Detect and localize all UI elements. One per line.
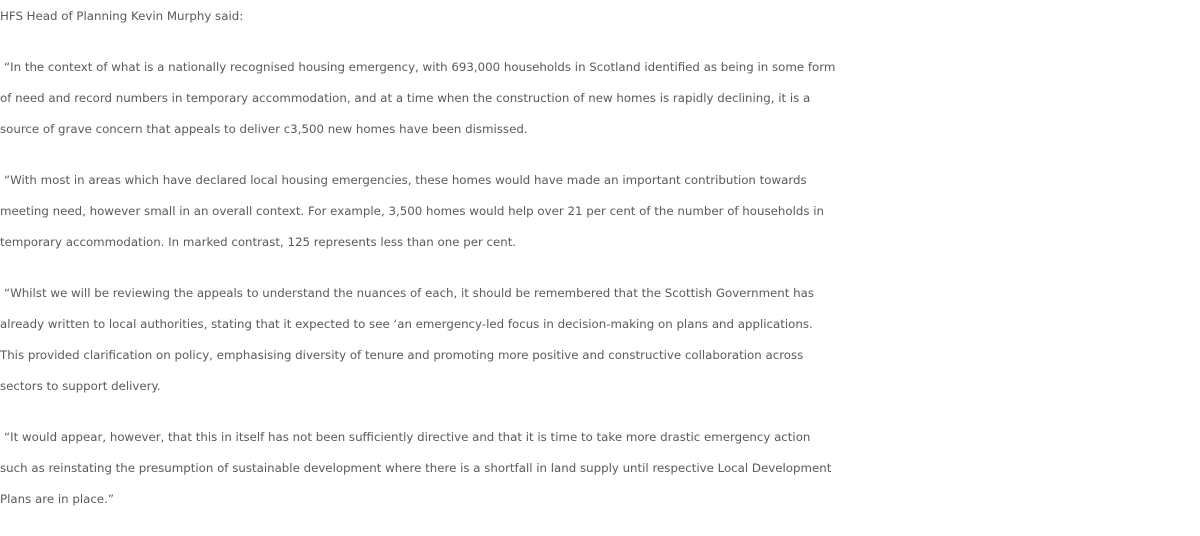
- quote-paragraph-2: [0, 165, 1200, 258]
- paragraph-line: temporary accommodation. In marked contrast, 125 represents less than one per cent.: [0, 235, 517, 249]
- paragraph-line: Plans are in place.”: [0, 492, 114, 506]
- paragraph-line: sectors to support delivery.: [0, 379, 161, 393]
- paragraph-line: source of grave concern that appeals to deliver c3,500 new homes have been dismissed.: [0, 122, 528, 136]
- paragraph-line: This provided clarification on policy, emphasising diversity of tenure and promoting more positive and constructive collaboration across: [0, 348, 804, 362]
- paragraph-line: such as reinstating the presumption of sustainable development where there is a shortfall in land supply until respective Local Development: [0, 461, 832, 475]
- quote-paragraph-3: [0, 278, 1200, 402]
- quote-paragraph-1: [0, 52, 1200, 145]
- paragraph-line: meeting need, however small in an overall context. For example, 3,500 homes would help over 21 per cent of the number of households in: [0, 204, 824, 218]
- speaker-intro: HFS Head of Planning Kevin Murphy said:: [0, 9, 244, 23]
- quote-paragraph-4: [0, 422, 1200, 515]
- paragraph-line: of need and record numbers in temporary accommodation, and at a time when the construction of new homes is rapidly declining, it is a: [0, 91, 811, 105]
- paragraph-line: “In the context of what is a nationally recognised housing emergency, with 693,000 households in Scotland identified as being in some form: [4, 60, 836, 74]
- paragraph-line: “It would appear, however, that this in itself has not been sufficiently directive and that it is time to take more drastic emergency action: [4, 430, 811, 444]
- paragraph-line: already written to local authorities, stating that it expected to see ‘an emergency-led focus in decision-making on plans and applications.: [0, 317, 813, 331]
- paragraph-line: “With most in areas which have declared local housing emergencies, these homes would have made an important contribution towards: [4, 173, 807, 187]
- paragraph-line: “Whilst we will be reviewing the appeals to understand the nuances of each, it should be remembered that the Scottish Government has: [4, 286, 815, 300]
